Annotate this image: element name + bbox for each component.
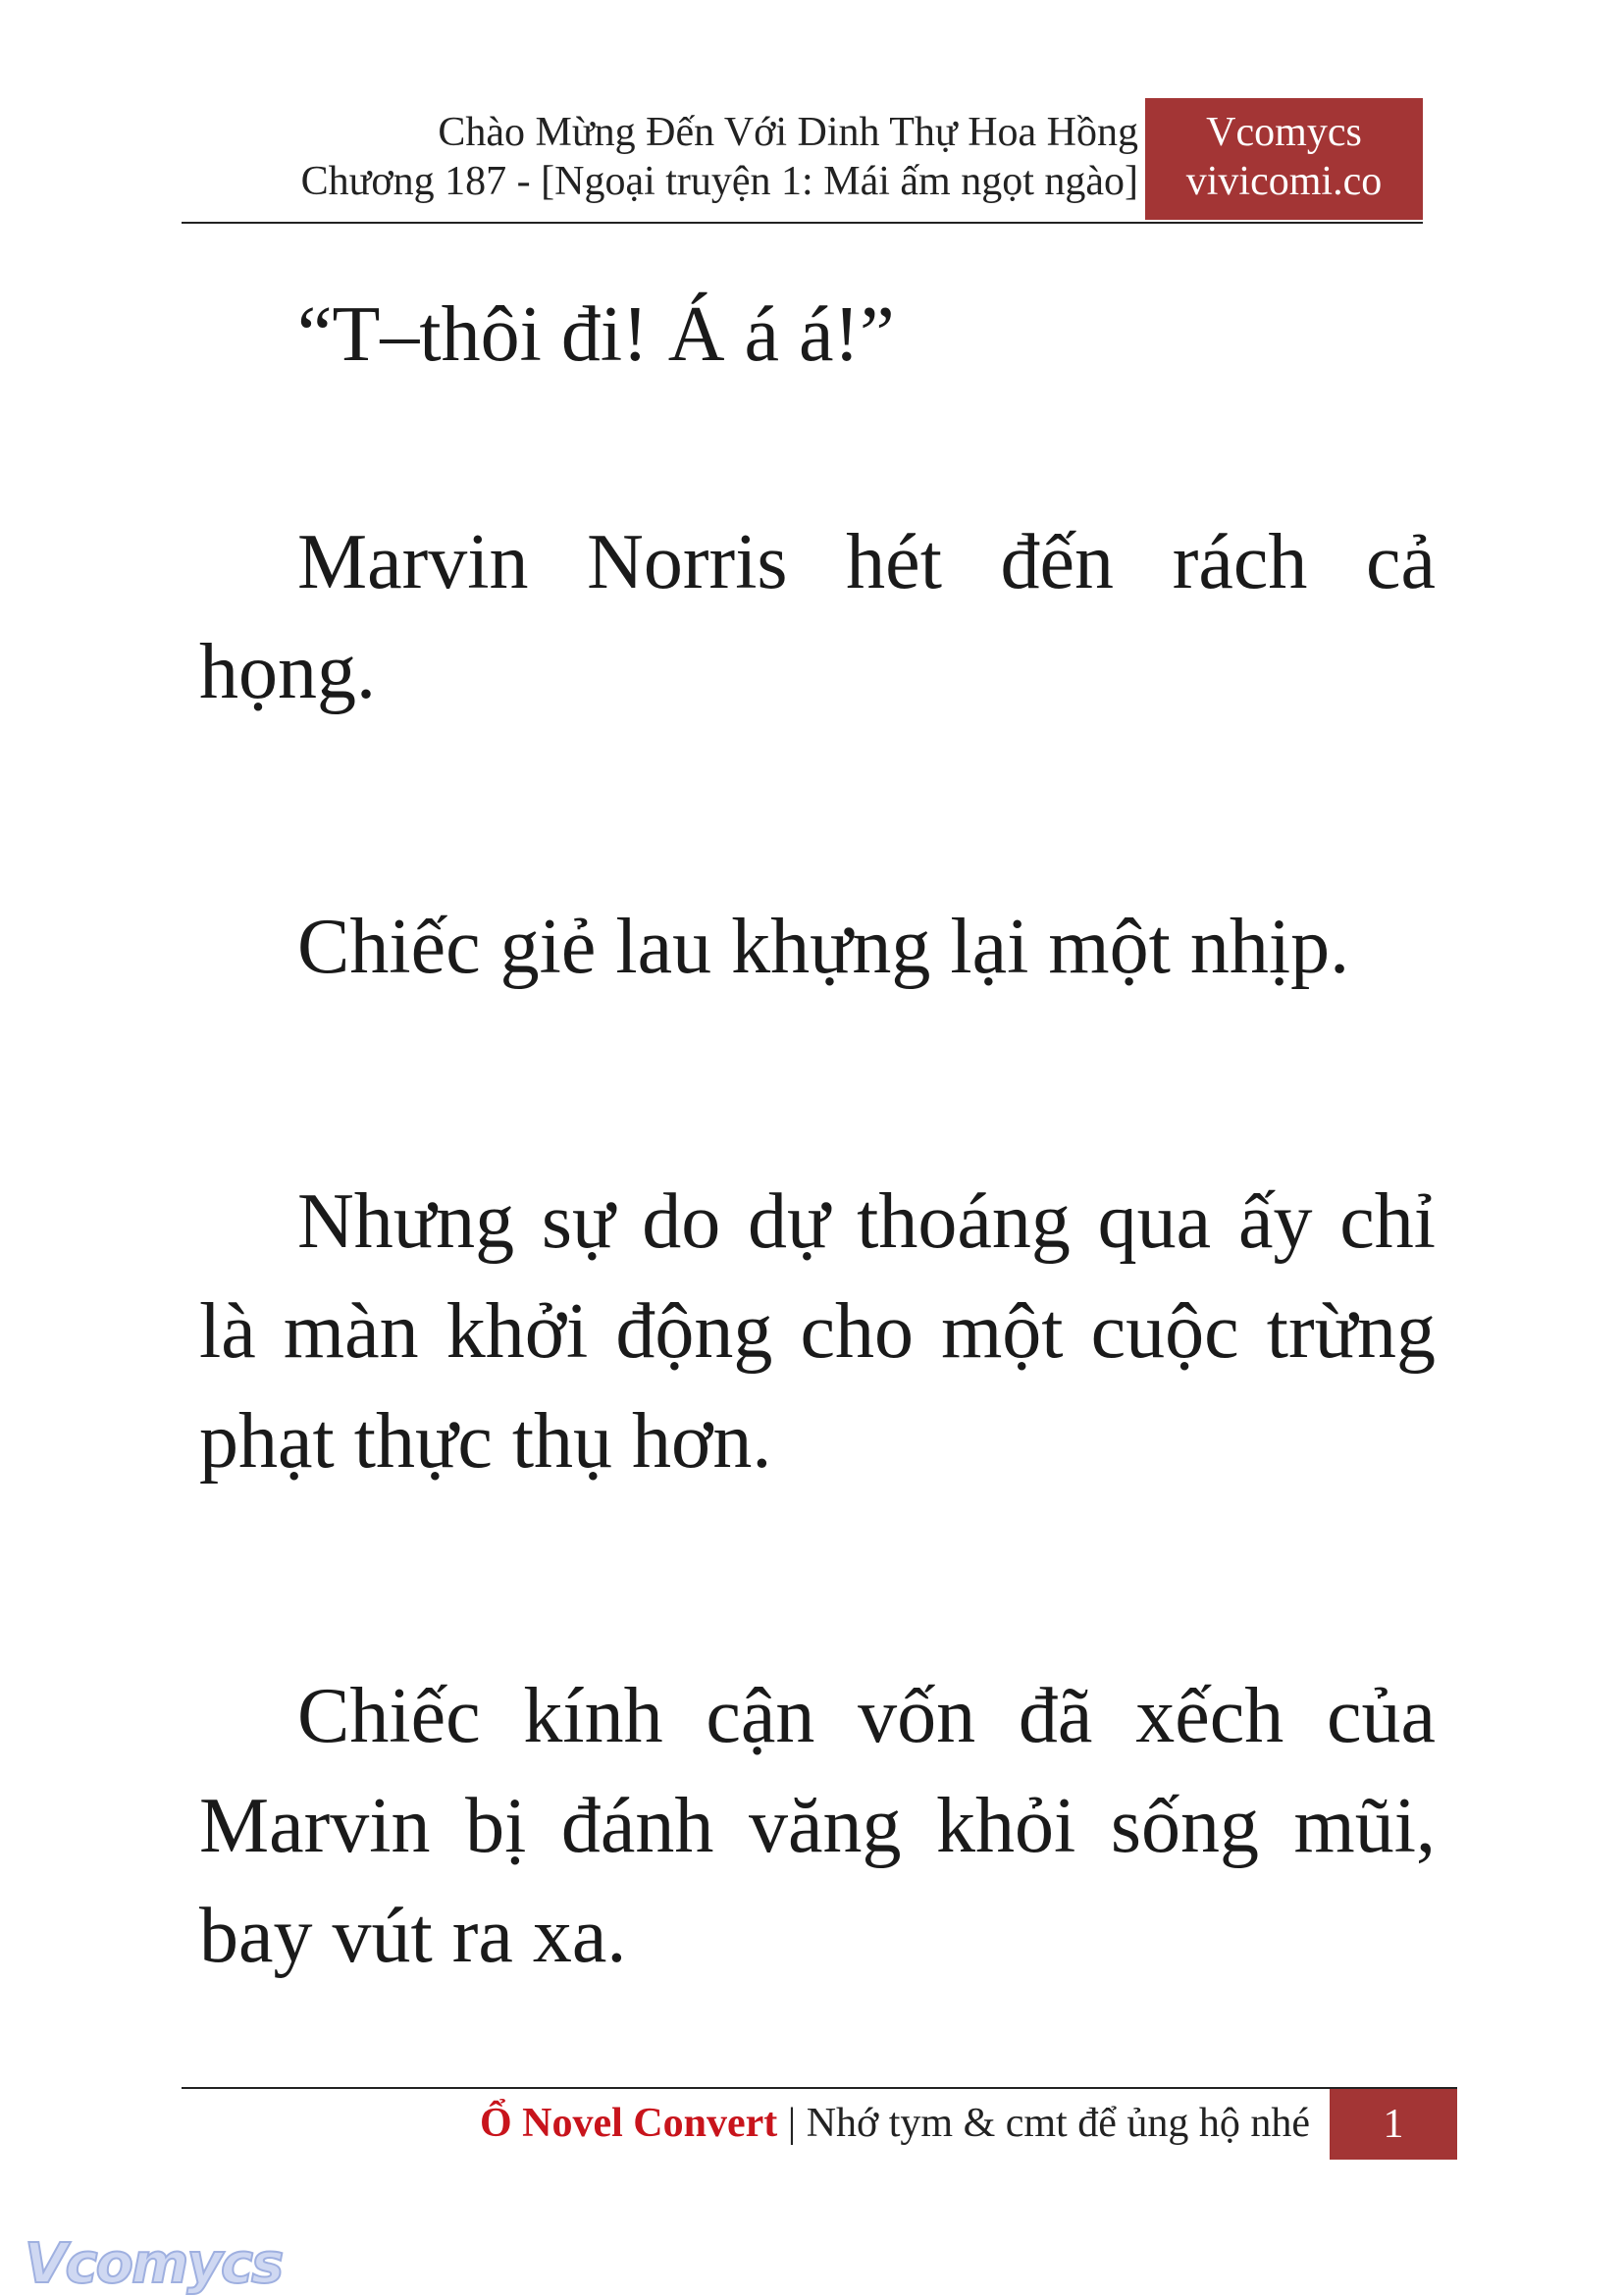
- page-number: 1: [1330, 2089, 1457, 2160]
- site-name: Vcomycs: [1206, 110, 1362, 155]
- site-badge: [1145, 98, 1423, 220]
- header-titles: [301, 108, 1138, 206]
- footer-separator: |: [777, 2101, 807, 2146]
- chapter-title: Chương 187 - [Ngoại truyện 1: Mái ấm ngọt ngào]: [300, 159, 1138, 204]
- footer-text: [480, 2099, 1310, 2148]
- paragraph: Nhưng sự do dự thoáng qua ấy chỉ là màn khởi động cho một cuộc trừng phạt thực thụ hơn.: [199, 1178, 1436, 1485]
- chapter-content: [199, 280, 1436, 2156]
- paragraph: Marvin Norris hét đến rách cả họng.: [199, 519, 1436, 715]
- paragraph: “T–thôi đi! Á á á!”: [297, 291, 895, 378]
- footer-brand: Ổ Novel Convert: [479, 2101, 778, 2146]
- page-footer: [182, 2087, 1457, 2158]
- paragraph: Chiếc giẻ lau khựng lại một nhịp.: [297, 904, 1350, 990]
- site-url: vivicomi.co: [1185, 159, 1383, 204]
- page-header: [182, 98, 1423, 224]
- footer-message: Nhớ tym & cmt để ủng hộ nhé: [806, 2101, 1310, 2146]
- paragraph: Chiếc kính cận vốn đã xếch của Marvin bị đánh văng khỏi sống mũi, bay vút ra xa.: [199, 1673, 1436, 1979]
- watermark-logo: Vcomycs: [25, 2232, 283, 2296]
- novel-title: Chào Mừng Đến Với Dinh Thự Hoa Hồng: [438, 110, 1138, 155]
